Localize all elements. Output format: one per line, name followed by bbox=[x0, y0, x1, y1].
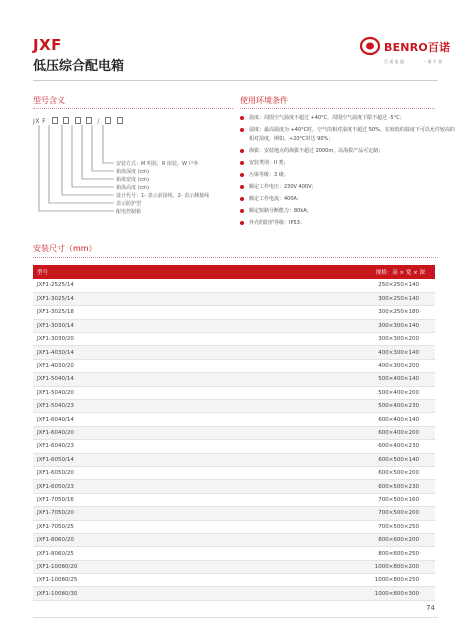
model-cell: JXF1-6040/23 bbox=[33, 440, 197, 453]
spec-cell: 300×250×180 bbox=[197, 306, 435, 319]
table-row bbox=[33, 319, 435, 332]
model-cell: JXF1-7050/16 bbox=[33, 493, 197, 506]
model-cell: JXF1-6040/20 bbox=[33, 426, 197, 439]
bullet-icon bbox=[240, 185, 244, 189]
table-row bbox=[33, 426, 435, 439]
spec-cell: 500×400×230 bbox=[197, 400, 435, 413]
model-label: 箱体高度 (cm) bbox=[116, 185, 150, 191]
table-row bbox=[33, 480, 435, 493]
spec-cell: 1000×800×250 bbox=[197, 574, 435, 587]
column-header-spec: 规格：高 × 宽 × 深 bbox=[197, 265, 435, 279]
env-item: 安装类别：II 类； bbox=[240, 159, 455, 168]
table-row bbox=[33, 466, 435, 479]
env-item: 湿度：最高温度为 +40°C时，空气的相对湿度不超过 50%，在较低的温度下可以允许较高的相对湿度，例如，+20°C时达 90%； bbox=[240, 126, 455, 144]
spec-cell: 1000×800×200 bbox=[197, 560, 435, 573]
table-row bbox=[33, 547, 435, 560]
model-label: 设计代号：1- 表示前接线、2- 表示侧接线 bbox=[116, 193, 210, 199]
model-cell: JXF1-4030/14 bbox=[33, 346, 197, 359]
env-section-rule bbox=[240, 108, 435, 109]
spec-cell: 800×600×250 bbox=[197, 547, 435, 560]
dimensions-table bbox=[33, 265, 435, 601]
model-section-title: 型号含义 bbox=[33, 96, 65, 105]
bullet-icon bbox=[240, 197, 244, 201]
spec-cell: 600×500×230 bbox=[197, 480, 435, 493]
table-row bbox=[33, 333, 435, 346]
model-code-prefix: JX F bbox=[33, 118, 47, 125]
model-cell: JXF1-3025/18 bbox=[33, 306, 197, 319]
model-cell: JXF1-3030/14 bbox=[33, 319, 197, 332]
model-cell: JXF1-7050/25 bbox=[33, 520, 197, 533]
env-item: 海拔：安装地点的海拔不超过 2000m，高海拔产品可定制； bbox=[240, 147, 455, 156]
table-row bbox=[33, 292, 435, 305]
table-header-row bbox=[33, 265, 435, 279]
table-row bbox=[33, 453, 435, 466]
spec-cell: 700×500×250 bbox=[197, 520, 435, 533]
model-cell: JXF1-4030/20 bbox=[33, 359, 197, 372]
table-row bbox=[33, 533, 435, 546]
spec-cell: 300×300×200 bbox=[197, 333, 435, 346]
bullet-icon bbox=[240, 209, 244, 213]
table-row bbox=[33, 346, 435, 359]
model-code-separator: / bbox=[97, 118, 100, 125]
model-cell: JXF1-5040/20 bbox=[33, 386, 197, 399]
env-item: 污染等级：3 级； bbox=[240, 171, 455, 180]
table-row bbox=[33, 560, 435, 573]
model-cell: JXF1-6050/14 bbox=[33, 453, 197, 466]
env-item: 温度：周围空气温度不超过 +40°C，周围空气温度下限不超过 -5°C； bbox=[240, 114, 455, 123]
model-cell: JXF1-5040/23 bbox=[33, 400, 197, 413]
table-row bbox=[33, 279, 435, 292]
logo-tag-left: 百 诺 电 器 bbox=[384, 59, 404, 64]
footer-divider bbox=[33, 617, 438, 618]
table-row bbox=[33, 493, 435, 506]
model-cell: JXF1-10080/30 bbox=[33, 587, 197, 600]
env-item: 外壳的防护等级：IP53； bbox=[240, 219, 455, 228]
spec-cell: 800×600×200 bbox=[197, 533, 435, 546]
model-cell: JXF1-2525/14 bbox=[33, 279, 197, 292]
bullet-icon bbox=[240, 173, 244, 177]
dims-section-rule bbox=[33, 257, 438, 258]
table-row bbox=[33, 574, 435, 587]
spec-cell: 250×250×140 bbox=[197, 279, 435, 292]
logo-tag-right: 一 诺 千 金 bbox=[422, 59, 442, 64]
spec-cell: 600×400×200 bbox=[197, 426, 435, 439]
spec-cell: 300×250×140 bbox=[197, 292, 435, 305]
model-cell: JXF1-6050/23 bbox=[33, 480, 197, 493]
model-cell: JXF1-6040/14 bbox=[33, 413, 197, 426]
model-label: 配电控制箱 bbox=[116, 209, 142, 215]
spec-cell: 600×400×140 bbox=[197, 413, 435, 426]
model-cell: JXF1-10080/25 bbox=[33, 574, 197, 587]
page-title: JXF bbox=[33, 36, 62, 54]
spec-cell: 600×500×200 bbox=[197, 466, 435, 479]
table-row bbox=[33, 400, 435, 413]
model-label: 安装方式：M 明装，R 嵌装，W 户外 bbox=[116, 161, 199, 167]
table-row bbox=[33, 359, 435, 372]
spec-cell: 700×500×200 bbox=[197, 507, 435, 520]
logo-name: BENRO百诺 bbox=[384, 41, 451, 54]
page-number: 74 bbox=[426, 604, 435, 612]
table-row bbox=[33, 306, 435, 319]
table-row bbox=[33, 507, 435, 520]
bullet-icon bbox=[240, 221, 244, 225]
model-cell: JXF1-6050/20 bbox=[33, 466, 197, 479]
env-item: 额定工作电压：230V 400V； bbox=[240, 183, 455, 192]
bullet-icon bbox=[240, 128, 244, 132]
model-cell: JXF1-7050/20 bbox=[33, 507, 197, 520]
model-label: 箱体深度 (cm) bbox=[116, 169, 150, 175]
model-cell: JXF1-3025/14 bbox=[33, 292, 197, 305]
table-row bbox=[33, 520, 435, 533]
model-cell: JXF1-10080/20 bbox=[33, 560, 197, 573]
table-row bbox=[33, 386, 435, 399]
bullet-icon bbox=[240, 149, 244, 153]
dims-section-title: 安装尺寸（mm） bbox=[33, 244, 97, 253]
page-subtitle: 低压综合配电箱 bbox=[33, 59, 125, 74]
spec-cell: 600×500×140 bbox=[197, 453, 435, 466]
model-cell: JXF1-8060/20 bbox=[33, 533, 197, 546]
spec-cell: 400×300×140 bbox=[197, 346, 435, 359]
spec-cell: 400×300×200 bbox=[197, 359, 435, 372]
model-label: 表示防护型 bbox=[116, 201, 142, 207]
column-header-model: 型号 bbox=[33, 265, 197, 279]
table-row bbox=[33, 373, 435, 386]
model-cell: JXF1-8060/25 bbox=[33, 547, 197, 560]
bullet-icon bbox=[240, 116, 244, 120]
model-cell: JXF1-3030/20 bbox=[33, 333, 197, 346]
table-row bbox=[33, 413, 435, 426]
env-item: 额定工作电流：400A； bbox=[240, 195, 455, 204]
model-cell: JXF1-5040/14 bbox=[33, 373, 197, 386]
table-row bbox=[33, 440, 435, 453]
model-label: 箱体宽度 (cm) bbox=[116, 177, 150, 183]
spec-cell: 600×400×230 bbox=[197, 440, 435, 453]
table-row bbox=[33, 587, 435, 600]
env-section-title: 使用环境条件 bbox=[240, 96, 288, 105]
spec-cell: 500×400×200 bbox=[197, 386, 435, 399]
spec-cell: 500×400×140 bbox=[197, 373, 435, 386]
bullet-icon bbox=[240, 161, 244, 165]
table-body bbox=[33, 279, 435, 600]
spec-cell: 700×500×160 bbox=[197, 493, 435, 506]
spec-cell: 1000×800×300 bbox=[197, 587, 435, 600]
spec-cell: 300×300×140 bbox=[197, 319, 435, 332]
env-item: 额定短路分断能力：80kA； bbox=[240, 207, 455, 216]
